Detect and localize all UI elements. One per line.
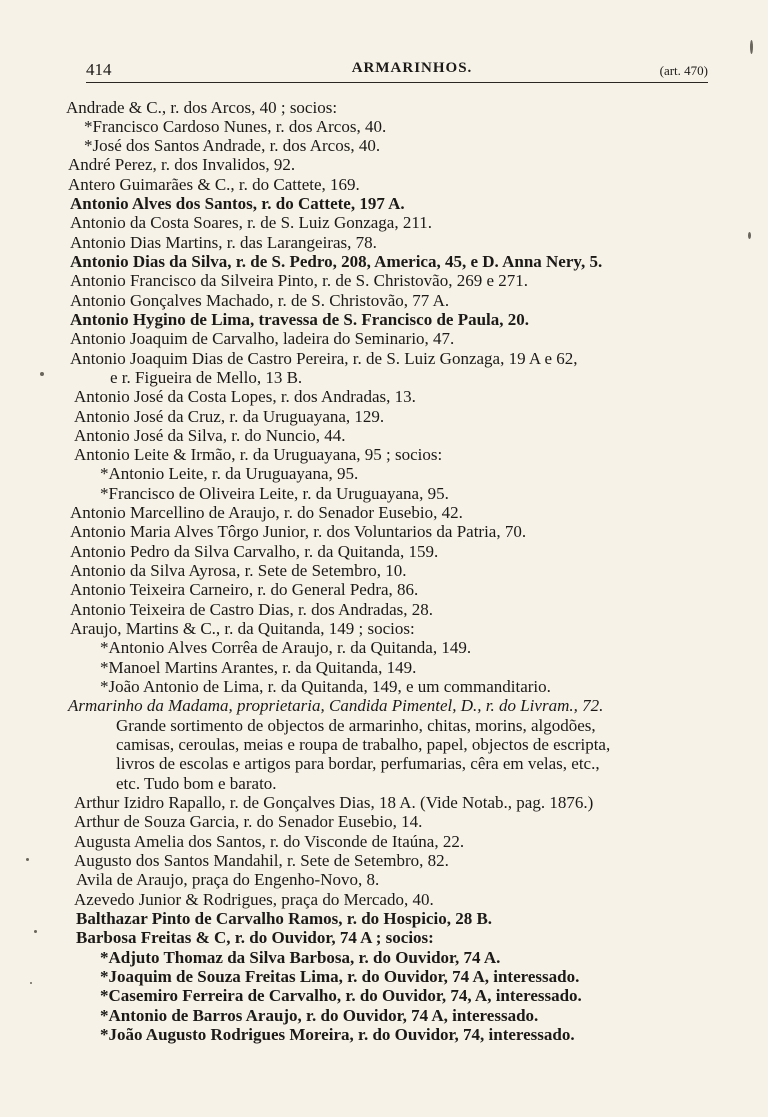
entry-line: Andrade & C., r. dos Arcos, 40 ; socios: bbox=[66, 98, 338, 117]
entry-line: *Francisco de Oliveira Leite, r. da Uruguayana, 95. bbox=[100, 484, 449, 503]
entry-line: *Antonio de Barros Araujo, r. do Ouvidor, 74 A, interessado. bbox=[100, 1006, 539, 1025]
entry-line: Barbosa Freitas & C, r. do Ouvidor, 74 A ; socios: bbox=[76, 928, 434, 947]
entry-line: Antonio José da Cruz, r. da Uruguayana, 129. bbox=[74, 407, 385, 426]
entry-line: Antonio Dias Martins, r. das Larangeiras, 78. bbox=[70, 233, 377, 252]
entry-line: Avila de Araujo, praça do Engenho-Novo, 8. bbox=[76, 870, 380, 889]
entry-line: Arthur de Souza Garcia, r. do Senador Eusebio, 14. bbox=[74, 812, 423, 831]
entry-line: Antonio Teixeira de Castro Dias, r. dos Andradas, 28. bbox=[70, 600, 433, 619]
entry-line: *Antonio Leite, r. da Uruguayana, 95. bbox=[100, 464, 359, 483]
entry-line: livros de escolas e artigos para bordar, perfumarias, cêra em velas, etc., bbox=[116, 754, 600, 773]
entry-line: Antonio José da Costa Lopes, r. dos Andradas, 13. bbox=[74, 387, 416, 406]
entry-line: Antonio Alves dos Santos, r. do Cattete, 197 A. bbox=[70, 194, 405, 213]
entry-line: Antonio da Silva Ayrosa, r. Sete de Setembro, 10. bbox=[70, 561, 407, 580]
scan-speck bbox=[750, 40, 753, 54]
entry-line: *José dos Santos Andrade, r. dos Arcos, 40. bbox=[84, 136, 381, 155]
entry-line: Balthazar Pinto de Carvalho Ramos, r. do Hospicio, 28 B. bbox=[76, 909, 493, 928]
entry-line: *Adjuto Thomaz da Silva Barbosa, r. do Ouvidor, 74 A. bbox=[100, 948, 501, 967]
entry-line: Antonio José da Silva, r. do Nuncio, 44. bbox=[74, 426, 346, 445]
entry-line: Antonio Leite & Irmão, r. da Uruguayana, 95 ; socios: bbox=[74, 445, 443, 464]
entry-line: Antonio Francisco da Silveira Pinto, r. de S. Christovão, 269 e 271. bbox=[70, 271, 529, 290]
scan-speck bbox=[26, 858, 29, 861]
entry-line: Antonio da Costa Soares, r. de S. Luiz Gonzaga, 211. bbox=[70, 213, 432, 232]
entry-line: Azevedo Junior & Rodrigues, praça do Mercado, 40. bbox=[74, 890, 434, 909]
article-reference: (art. 470) bbox=[659, 63, 708, 78]
entry-line: *João Augusto Rodrigues Moreira, r. do Ouvidor, 74, interessado. bbox=[100, 1025, 575, 1044]
entry-line: *Antonio Alves Corrêa de Araujo, r. da Quitanda, 149. bbox=[100, 638, 472, 657]
entry-line: Antonio Joaquim de Carvalho, ladeira do Seminario, 47. bbox=[70, 329, 455, 348]
entry-line: Antonio Joaquim Dias de Castro Pereira, r. de S. Luiz Gonzaga, 19 A e 62, bbox=[70, 349, 578, 368]
entry-line: *Francisco Cardoso Nunes, r. dos Arcos, 40. bbox=[84, 117, 387, 136]
entry-line: Antonio Teixeira Carneiro, r. do General Pedra, 86. bbox=[70, 580, 419, 599]
entry-line: Armarinho da Madama, proprietaria, Candida Pimentel, D., r. do Livram., 72. bbox=[68, 696, 604, 715]
entry-line: *Manoel Martins Arantes, r. da Quitanda, 149. bbox=[100, 658, 417, 677]
entry-line: Augusto dos Santos Mandahil, r. Sete de Setembro, 82. bbox=[74, 851, 449, 870]
page-header bbox=[86, 58, 708, 83]
entry-line: Antonio Hygino de Lima, travessa de S. Francisco de Paula, 20. bbox=[70, 310, 530, 329]
scan-speck bbox=[30, 982, 32, 984]
section-title: ARMARINHOS. bbox=[351, 60, 473, 76]
entry-line: Antonio Pedro da Silva Carvalho, r. da Quitanda, 159. bbox=[70, 542, 439, 561]
entry-line: *Casemiro Ferreira de Carvalho, r. do Ouvidor, 74, A, interessado. bbox=[100, 986, 582, 1005]
scan-speck bbox=[40, 372, 44, 376]
entry-line: *João Antonio de Lima, r. da Quitanda, 149, e um commanditario. bbox=[100, 677, 551, 696]
entry-line: Grande sortimento de objectos de armarinho, chitas, morins, algodões, bbox=[116, 716, 596, 735]
entry-line: Araujo, Martins & C., r. da Quitanda, 149 ; socios: bbox=[70, 619, 415, 638]
page-number: 414 bbox=[86, 60, 112, 79]
scan-speck bbox=[34, 930, 37, 933]
entry-line: Antonio Dias da Silva, r. de S. Pedro, 208, America, 45, e D. Anna Nery, 5. bbox=[70, 252, 603, 271]
entry-line: Antero Guimarães & C., r. do Cattete, 169. bbox=[68, 175, 360, 194]
entry-line: camisas, ceroulas, meias e roupa de trabalho, papel, objectos de escripta, bbox=[116, 735, 611, 754]
entry-line: Antonio Maria Alves Tôrgo Junior, r. dos Voluntarios da Patria, 70. bbox=[70, 522, 527, 541]
entry-line: etc. Tudo bom e barato. bbox=[116, 774, 277, 793]
entry-line: *Joaquim de Souza Freitas Lima, r. do Ouvidor, 74 A, interessado. bbox=[100, 967, 580, 986]
entry-line: Antonio Marcellino de Araujo, r. do Senador Eusebio, 42. bbox=[70, 503, 463, 522]
entry-line: Augusta Amelia dos Santos, r. do Visconde de Itaúna, 22. bbox=[74, 832, 465, 851]
entry-line: Antonio Gonçalves Machado, r. de S. Christovão, 77 A. bbox=[70, 291, 450, 310]
scan-speck bbox=[748, 232, 751, 239]
entry-line: André Perez, r. dos Invalidos, 92. bbox=[68, 155, 296, 174]
entry-line: Arthur Izidro Rapallo, r. de Gonçalves Dias, 18 A. (Vide Notab., pag. 1876.) bbox=[74, 793, 594, 812]
entry-line: e r. Figueira de Mello, 13 B. bbox=[110, 368, 303, 387]
